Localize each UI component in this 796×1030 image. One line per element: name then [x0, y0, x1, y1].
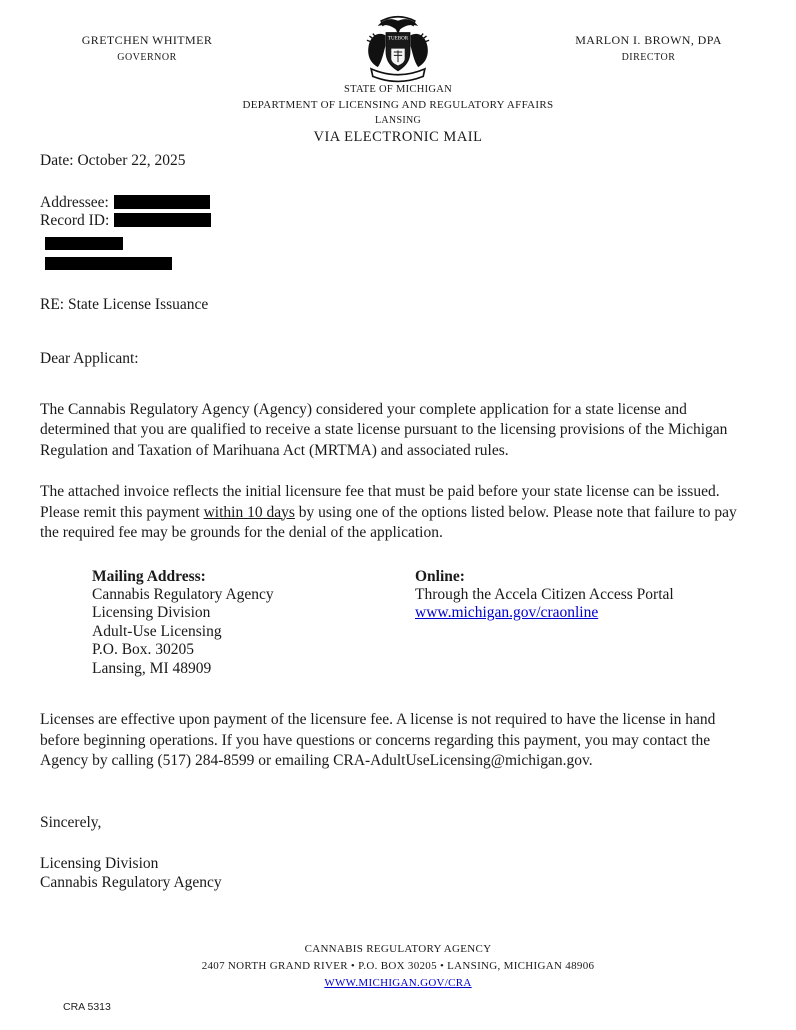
- seal-motto-text: TUEBOR: [387, 36, 409, 42]
- governor-name: GRETCHEN WHITMER: [81, 33, 213, 47]
- para2-text-before: The attached invoice reflects the initial licensure fee that must be paid before your state license can be issued. Please remit this payment: [40, 483, 720, 521]
- footer-agency-name: CANNABIS REGULATORY AGENCY: [304, 943, 492, 955]
- addressee-label: Addressee:: [40, 193, 109, 211]
- letterhead: [0, 0, 796, 145]
- addressee-line: [40, 194, 758, 212]
- mailing-address-heading: Mailing Address:: [92, 567, 206, 585]
- director-block: [531, 33, 766, 63]
- online-portal-text: Through the Accela Citizen Access Portal: [415, 585, 674, 603]
- state-of-michigan-line: STATE OF MICHIGAN: [343, 84, 453, 95]
- signature-line: Cannabis Regulatory Agency: [40, 873, 222, 891]
- signature-block: [40, 855, 758, 892]
- salutation: Dear Applicant:: [40, 350, 139, 367]
- redacted-record-id-value: [114, 213, 211, 227]
- addressee-block: [40, 194, 758, 270]
- closing: Sincerely,: [40, 813, 102, 831]
- payment-options: [40, 567, 758, 679]
- para2-text-after: by using one of the options listed below. Please note that failure to pay the required fee may be grounds for the denial of the application.: [40, 503, 737, 541]
- footer-website-link[interactable]: WWW.MICHIGAN.GOV/CRA: [324, 977, 472, 989]
- michigan-state-seal-icon: [356, 10, 440, 84]
- mailing-address-line: Licensing Division: [92, 604, 211, 622]
- paragraph-application-considered: The Cannabis Regulatory Agency (Agency) considered your complete application for a state license and determined that you are qualified to receive a state license pursuant to the licensing provisions of the Michigan Regulation and Taxation of Marihuana Act (MRTMA) and associated rules.: [40, 400, 728, 459]
- redacted-line-3: [45, 237, 123, 250]
- letter-body: [0, 151, 796, 892]
- paragraph-license-effective: Licenses are effective upon payment of the licensure fee. A license is not required to have the license in hand before beginning operations. If you have questions or concerns regarding this payment, you may contact the Agency by calling (517) 284-8599 or emailing CRA-AdultUseLicensing@michigan.gov.: [40, 711, 716, 770]
- delivery-method-line: VIA ELECTRONIC MAIL: [313, 129, 483, 145]
- governor-title: GOVERNOR: [117, 52, 177, 63]
- form-number: CRA 5313: [63, 1001, 111, 1013]
- director-name: MARLON I. BROWN, DPA: [575, 33, 722, 47]
- online-payment-column: [415, 567, 758, 679]
- record-id-label: Record ID:: [40, 211, 110, 229]
- mailing-address-line: Cannabis Regulatory Agency: [92, 585, 274, 603]
- paragraph-invoice-remit: [40, 482, 758, 544]
- mailing-address-line: P.O. Box. 30205: [92, 641, 195, 659]
- record-id-line: [40, 212, 758, 230]
- re-subject-line: RE: State License Issuance: [40, 295, 209, 313]
- craonline-link[interactable]: www.michigan.gov/craonline: [415, 604, 599, 622]
- mailing-address-column: [92, 567, 415, 679]
- signature-line: Licensing Division: [40, 855, 159, 873]
- redacted-addressee-value: [114, 195, 210, 209]
- director-title: DIRECTOR: [621, 52, 676, 63]
- department-line: DEPARTMENT OF LICENSING AND REGULATORY AFFAIRS: [242, 99, 554, 111]
- redacted-line-4: [45, 257, 172, 270]
- agency-heading-block: [0, 84, 796, 146]
- date-line: Date: October 22, 2025: [40, 152, 186, 169]
- online-heading: Online:: [415, 567, 465, 585]
- mailing-address-line: Adult-Use Licensing: [92, 622, 222, 640]
- mailing-address-line: Lansing, MI 48909: [92, 659, 212, 677]
- footer-street-address: 2407 NORTH GRAND RIVER • P.O. BOX 30205 • LANSING, MICHIGAN 48906: [201, 960, 595, 972]
- letter-footer: [0, 941, 796, 992]
- city-line: LANSING: [375, 115, 421, 126]
- para2-underlined-deadline: within 10 days: [203, 503, 295, 521]
